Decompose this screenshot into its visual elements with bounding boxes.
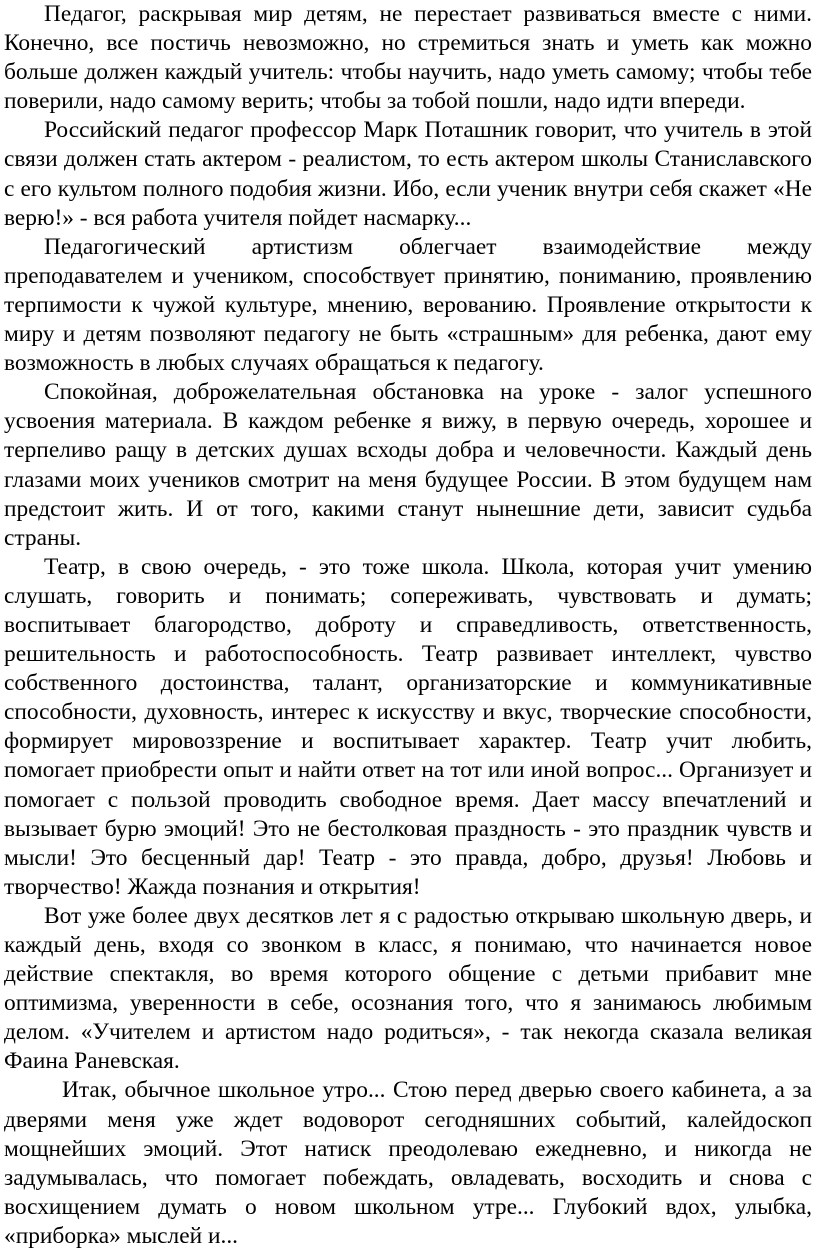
paragraph-7: Итак, обычное школьное утро... Стою перед дверью своего кабинета, а за дверями меня уже ждет водоворот сегодняшних событий, калейдоскоп мощнейших эмоций. Этот натиск преодолеваю ежедневно, и никогда не задумывалась, что помогает побеждать, овладевать, восходить и снова с восхищением думать о новом школьном утре... Глубокий вдох, улыбка, «приборка» мыслей и... [4, 1077, 812, 1249]
paragraph-3: Педагогический артистизм облегчает взаимодействие между преподавателем и учеником, способствует принятию, пониманию, проявлению терпимости к чужой культуре, мнению, верованию. Проявление открытости к миру и детям позволяют педагогу не быть «страшным» для ребенка, дают ему возможность в любых случаях обращаться к педагогу. [4, 233, 812, 377]
paragraph-1: Педагог, раскрывая мир детям, не перестает развиваться вместе с ними. Конечно, все постичь невозможно, но стремиться знать и уметь как можно больше должен каждый учитель: чтобы научить, надо уметь самому; чтобы тебе поверили, надо самому верить; чтобы за тобой пошли, надо идти впереди. [4, 1, 812, 115]
paragraph-6: Вот уже более двух десятков лет я с радостью открываю школьную дверь, и каждый день, входя со звонком в класс, я понимаю, что начинается новое действие спектакля, во время которого общение с детьми прибавит мне оптимизма, уверенности в себе, осознания того, что я занимаюсь любимым делом. «Учителем и артистом надо родиться», - так некогда сказала великая Фаина Раневская. [4, 902, 812, 1075]
paragraph-5: Театр, в свою очередь, - это тоже школа. Школа, которая учит умению слушать, говорить и понимать; сопереживать, чувствовать и думать; воспитывает благородство, доброту и справедливость, ответственность, решительность и работоспособность. Театр развивает интеллект, чувство собственного достоинства, талант, организаторские и коммуникативные способности, духовность, интерес к искусству и вкус, творческие способности, формирует мировоззрение и воспитывает характер. Театр учит любить, помогает приобрести опыт и найти ответ на тот или иной вопрос... Организует и помогает с пользой проводить свободное время. Дает массу впечатлений и вызывает бурю эмоций! Это не бестолковая праздность - это праздник чувств и мысли! Это бесценный дар! Театр - это правда, добро, друзья! Любовь и творчество! Жажда познания и открытия! [4, 553, 812, 900]
paragraph-2: Российский педагог профессор Марк Поташник говорит, что учитель в этой связи должен стать актером - реалистом, то есть актером школы Станиславского с его культом полного подобия жизни. Ибо, если ученик внутри себя скажет «Не верю!» - вся работа учителя пойдет насмарку... [4, 117, 812, 231]
paragraph-4: Спокойная, доброжелательная обстановка на уроке - залог успешного усвоения материала. В каждом ребенке я вижу, в первую очередь, хорошее и терпеливо ращу в детских душах всходы добра и человечности. Каждый день глазами моих учеников смотрит на меня будущее России. В этом будущем нам предстоит жить. И от того, какими станут нынешние дети, зависит судьба страны. [4, 379, 812, 551]
